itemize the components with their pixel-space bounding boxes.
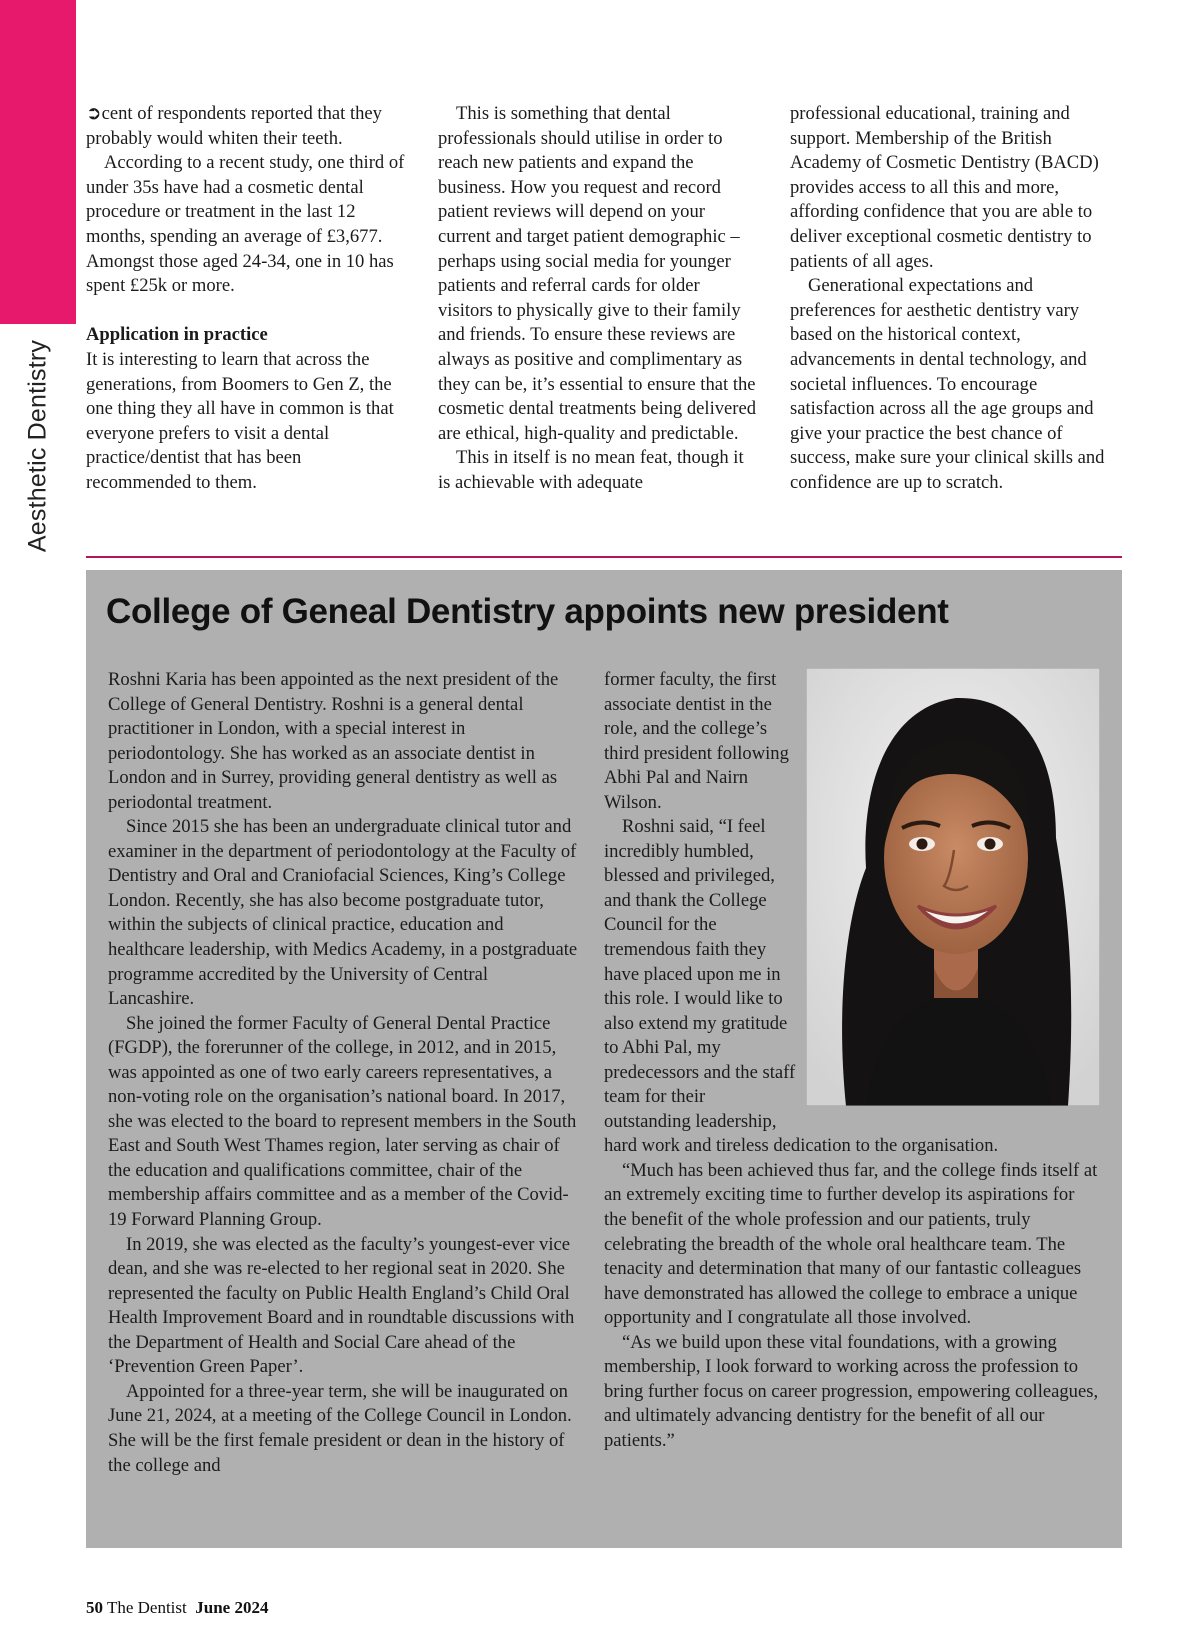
article-paragraph: Generational expectations and preferences for aesthetic dentistry vary based on the historical context, advancements in dental technology, and societal influences. To encourage satisfaction across all the age groups and give your practice the best chance of success, make sure your clinical skills and confidence are up to scratch. — [790, 275, 1105, 493]
article-paragraph: ➲cent of respondents reported that they probably would whiten their teeth. — [86, 103, 382, 149]
article-column-2 — [438, 102, 758, 496]
news-paragraph: former faculty, the first associate dentist in the role, and the college’s third president following Abhi Pal and Nairn Wilson. — [604, 669, 789, 813]
issue-date: June 2024 — [195, 1598, 269, 1617]
article-column-3 — [790, 102, 1120, 496]
continuation-arrow-icon: ➲ — [86, 103, 102, 124]
page-number: 50 — [86, 1598, 103, 1617]
news-headline: College of Geneal Dentistry appoints new president — [106, 592, 949, 631]
president-portrait — [806, 668, 1100, 1106]
news-paragraph: Roshni said, “I feel incredibly humbled, blessed and privileged, and thank the College Council for the tremendous faith they have placed upon me in this role. I would like to also extend my gratitude to Abhi Pal, my predecessors and the staff team for their outstanding leadership, hard work and tireless dedication to the organisation. — [604, 816, 999, 1157]
news-column-2 — [604, 668, 1100, 1454]
news-paragraph: “As we build upon these vital foundations, with a growing membership, I look forward to working across the profession to bring further focus on career progression, empowering colleagues, and ultimately advancing dentistry for the benefit of all our patients.” — [604, 1331, 1099, 1451]
subheading: Application in practice — [86, 324, 268, 346]
section-color-tab — [0, 0, 76, 324]
page-footer — [86, 1598, 268, 1618]
news-paragraph: She joined the former Faculty of General Dental Practice (FGDP), the forerunner of the college, in 2012, and in 2015, was appointed as one of two early careers representatives, a non-voting role on the organisation’s national board. In 2017, she was elected to the board to represent members in the South East and South West Thames region, later serving as chair of the education and qualifications committee, chair of the membership affairs committee and as a member of the Covid-19 Forward Planning Group. — [108, 1012, 577, 1231]
article-paragraph: professional educational, training and support. Membership of the British Academy of Cosmetic Dentistry (BACD) provides access to all this and more, affording confidence that you are able to deliver exceptional cosmetic dentistry to patients of all ages. — [790, 103, 1099, 272]
article-paragraph: This is something that dental professionals should utilise in order to reach new patients and expand the business. How you request and record patient reviews will depend on your current and target patient demographic – perhaps using social media for younger patients and referral cards for older visitors to physically give to their family and friends. To ensure these reviews are always as positive and complimentary as they can be, it’s essential to ensure that the cosmetic dental treatments being delivered are ethical, high-quality and predictable. — [438, 103, 757, 444]
news-paragraph: “Much has been achieved thus far, and the college finds itself at an extremely exciting time to further develop its aspirations for the benefit of the whole profession and our patients, truly celebrating the breadth of the whole oral healthcare team. The tenacity and determination that many of our fantastic colleagues have demonstrated has allowed the college to embrace a unique opportunity and I congratulate all those involved. — [604, 1159, 1098, 1329]
article-paragraph: This in itself is no mean feat, though it is achievable with adequate — [438, 447, 744, 493]
article-column-1 — [86, 102, 410, 496]
article-paragraph: It is interesting to learn that across the generations, from Boomers to Gen Z, the one thing they all have in common is that everyone prefers to visit a dental practice/dentist that has been recommended to them. — [86, 348, 394, 493]
publication-name: The Dentist — [106, 1598, 187, 1617]
news-box — [86, 570, 1122, 1548]
section-label: Aesthetic Dentistry — [23, 339, 52, 553]
news-paragraph: Since 2015 she has been an undergraduate clinical tutor and examiner in the department of periodontology at the Faculty of Dentistry and Oral and Craniofacial Sciences, King’s College London. Recently, she has also become postgraduate tutor, within the subjects of clinical practice, education and healthcare leadership, with Medics Academy, in a postgraduate programme accredited by the University of Central Lancashire. — [108, 816, 578, 1010]
news-paragraph: In 2019, she was elected as the faculty’s youngest-ever vice dean, and she was re-elected to her regional seat in 2020. She represented the faculty on Public Health England’s Child Oral Health Improvement Board and in roundtable discussions with the Department of Health and Social Care ahead of the ‘Prevention Green Paper’. — [108, 1233, 575, 1378]
news-paragraph: Appointed for a three-year term, she will be inaugurated on June 21, 2024, at a meeting of the College Council in London. She will be the first female president or dean in the history of the college and — [108, 1380, 572, 1476]
news-column-1 — [108, 668, 578, 1478]
article-paragraph: According to a recent study, one third of under 35s have had a cosmetic dental procedure or treatment in the last 12 months, spending an average of £3,677. Amongst those aged 24-34, one in 10 has spent £25k or more. — [86, 152, 405, 297]
news-paragraph: Roshni Karia has been appointed as the next president of the College of General Dentistry. Roshni is a general dental practitioner in London, with a special interest in periodontology. She has worked as an associate dentist in London and in Surrey, providing general dentistry as well as periodontal treatment. — [108, 669, 559, 813]
section-divider — [86, 556, 1122, 558]
